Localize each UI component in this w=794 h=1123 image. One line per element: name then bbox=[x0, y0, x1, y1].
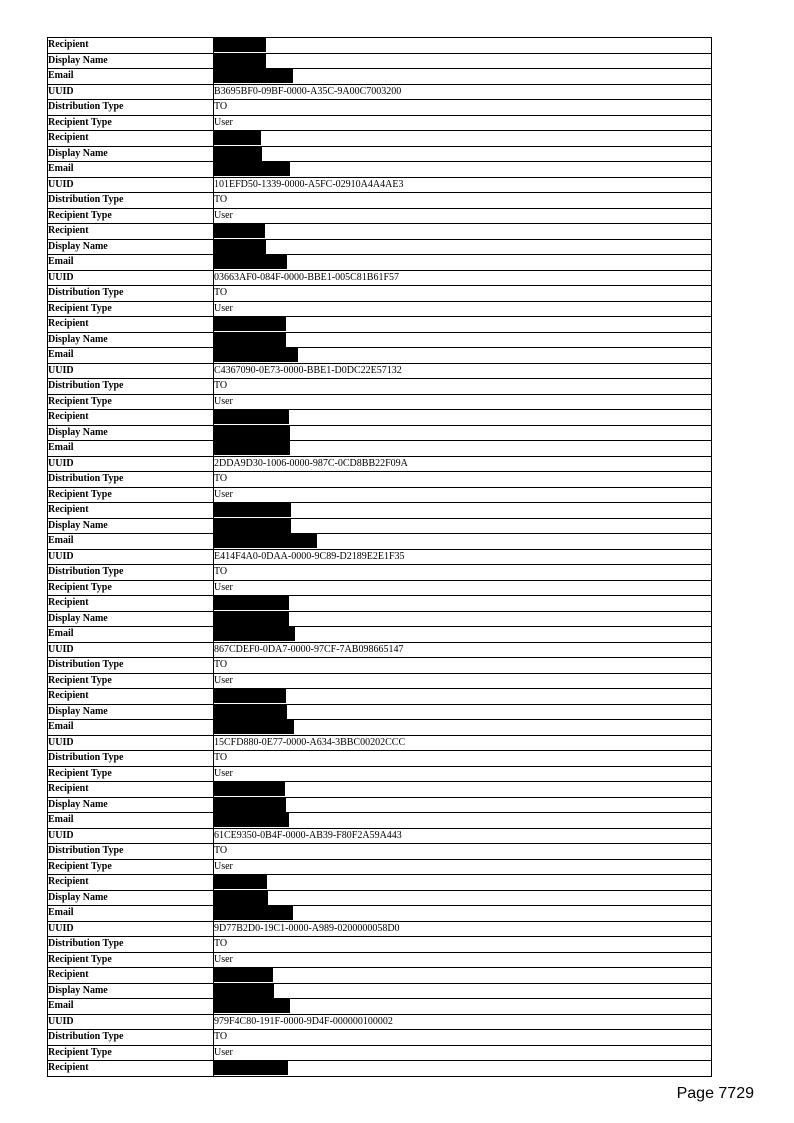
display-name-row-label: Display Name bbox=[48, 611, 214, 627]
redaction-bar bbox=[214, 69, 293, 83]
recipient-row bbox=[48, 224, 712, 240]
email-row bbox=[48, 720, 712, 736]
recipient-type-row-value: User bbox=[214, 487, 712, 503]
recipient-row-label: Recipient bbox=[48, 317, 214, 333]
redaction-bar bbox=[214, 705, 287, 719]
uuid-row-label: UUID bbox=[48, 1014, 214, 1030]
recipient-row-label: Recipient bbox=[48, 1061, 214, 1077]
recipient-row-label: Recipient bbox=[48, 596, 214, 612]
recipient-type-row-value: User bbox=[214, 1045, 712, 1061]
redaction-bar bbox=[214, 689, 286, 703]
redaction-bar bbox=[214, 333, 286, 347]
display-name-row-label: Display Name bbox=[48, 239, 214, 255]
display-name-row-value bbox=[214, 146, 712, 162]
distribution-type-row-value: TO bbox=[214, 193, 712, 209]
display-name-row-label: Display Name bbox=[48, 53, 214, 69]
uuid-row bbox=[48, 549, 712, 565]
recipient-row bbox=[48, 968, 712, 984]
distribution-type-row-value: TO bbox=[214, 100, 712, 116]
redaction-bar bbox=[214, 224, 265, 238]
uuid-row bbox=[48, 828, 712, 844]
recipient-type-row bbox=[48, 766, 712, 782]
redaction-bar bbox=[214, 798, 286, 812]
redaction-bar bbox=[214, 255, 287, 269]
recipient-row-label: Recipient bbox=[48, 410, 214, 426]
email-row bbox=[48, 627, 712, 643]
email-row bbox=[48, 69, 712, 85]
display-name-row-label: Display Name bbox=[48, 146, 214, 162]
email-row-label: Email bbox=[48, 69, 214, 85]
recipient-row-label: Recipient bbox=[48, 131, 214, 147]
distribution-type-row bbox=[48, 937, 712, 953]
display-name-row bbox=[48, 797, 712, 813]
redaction-bar bbox=[214, 503, 291, 517]
recipient-row-value bbox=[214, 689, 712, 705]
display-name-row bbox=[48, 425, 712, 441]
uuid-row-value: 03663AF0-084F-0000-BBE1-005C81B61F57 bbox=[214, 270, 712, 286]
display-name-row bbox=[48, 53, 712, 69]
uuid-row bbox=[48, 363, 712, 379]
uuid-row-label: UUID bbox=[48, 921, 214, 937]
email-row bbox=[48, 348, 712, 364]
uuid-row bbox=[48, 84, 712, 100]
recipient-row bbox=[48, 503, 712, 519]
distribution-type-row-label: Distribution Type bbox=[48, 937, 214, 953]
redaction-bar bbox=[214, 426, 290, 440]
redaction-bar bbox=[214, 348, 298, 362]
redaction-bar bbox=[214, 534, 317, 548]
display-name-row-label: Display Name bbox=[48, 332, 214, 348]
redaction-bar bbox=[214, 441, 290, 455]
recipient-row bbox=[48, 782, 712, 798]
display-name-row-value bbox=[214, 53, 712, 69]
recipient-row-value bbox=[214, 410, 712, 426]
display-name-row-label: Display Name bbox=[48, 797, 214, 813]
email-row bbox=[48, 441, 712, 457]
redaction-bar bbox=[214, 813, 289, 827]
redaction-bar bbox=[214, 54, 266, 68]
display-name-row bbox=[48, 146, 712, 162]
email-row-label: Email bbox=[48, 906, 214, 922]
email-row bbox=[48, 255, 712, 271]
recipient-type-row bbox=[48, 115, 712, 131]
email-row bbox=[48, 999, 712, 1015]
uuid-row-label: UUID bbox=[48, 177, 214, 193]
recipient-row-label: Recipient bbox=[48, 968, 214, 984]
uuid-row-label: UUID bbox=[48, 828, 214, 844]
recipient-type-row bbox=[48, 394, 712, 410]
distribution-type-row-value: TO bbox=[214, 565, 712, 581]
distribution-type-row-label: Distribution Type bbox=[48, 100, 214, 116]
recipient-row-label: Recipient bbox=[48, 224, 214, 240]
recipient-row-label: Recipient bbox=[48, 38, 214, 54]
recipient-type-row bbox=[48, 859, 712, 875]
uuid-row-value: E414F4A0-0DAA-0000-9C89-D2189E2E1F35 bbox=[214, 549, 712, 565]
recipient-type-row-label: Recipient Type bbox=[48, 394, 214, 410]
recipient-type-row bbox=[48, 673, 712, 689]
email-row-label: Email bbox=[48, 255, 214, 271]
distribution-type-row-value: TO bbox=[214, 937, 712, 953]
recipient-row bbox=[48, 875, 712, 891]
email-row-value bbox=[214, 255, 712, 271]
recipient-type-row-label: Recipient Type bbox=[48, 1045, 214, 1061]
display-name-row-value bbox=[214, 518, 712, 534]
email-row-label: Email bbox=[48, 534, 214, 550]
uuid-row-value: 2DDA9D30-1006-0000-987C-0CD8BB22F09A bbox=[214, 456, 712, 472]
display-name-row bbox=[48, 890, 712, 906]
uuid-row-value: 9D77B2D0-19C1-0000-A989-0200000058D0 bbox=[214, 921, 712, 937]
recipient-row bbox=[48, 131, 712, 147]
distribution-type-row-value: TO bbox=[214, 1030, 712, 1046]
uuid-row-value: B3695BF0-09BF-0000-A35C-9A00C7003200 bbox=[214, 84, 712, 100]
recipient-type-row bbox=[48, 1045, 712, 1061]
recipient-type-row-value: User bbox=[214, 952, 712, 968]
distribution-type-row-label: Distribution Type bbox=[48, 844, 214, 860]
email-row-value bbox=[214, 348, 712, 364]
recipient-type-row-value: User bbox=[214, 394, 712, 410]
redaction-bar bbox=[214, 410, 289, 424]
display-name-row bbox=[48, 239, 712, 255]
distribution-type-row bbox=[48, 844, 712, 860]
redaction-bar bbox=[214, 891, 268, 905]
uuid-row-label: UUID bbox=[48, 270, 214, 286]
recipient-type-row-value: User bbox=[214, 115, 712, 131]
distribution-type-row bbox=[48, 1030, 712, 1046]
distribution-type-row-label: Distribution Type bbox=[48, 565, 214, 581]
recipient-row-value bbox=[214, 503, 712, 519]
uuid-row bbox=[48, 921, 712, 937]
redaction-bar bbox=[214, 612, 289, 626]
recipient-type-row-label: Recipient Type bbox=[48, 301, 214, 317]
distribution-type-row bbox=[48, 565, 712, 581]
redaction-bar bbox=[214, 984, 274, 998]
redaction-bar bbox=[214, 131, 261, 145]
recipient-type-row-value: User bbox=[214, 859, 712, 875]
distribution-type-row-label: Distribution Type bbox=[48, 379, 214, 395]
display-name-row-label: Display Name bbox=[48, 518, 214, 534]
display-name-row bbox=[48, 704, 712, 720]
display-name-row-value bbox=[214, 983, 712, 999]
redaction-bar bbox=[214, 782, 285, 796]
uuid-row-label: UUID bbox=[48, 456, 214, 472]
uuid-row-label: UUID bbox=[48, 735, 214, 751]
recipient-row bbox=[48, 38, 712, 54]
recipient-type-row bbox=[48, 952, 712, 968]
recipient-row-label: Recipient bbox=[48, 689, 214, 705]
uuid-row-label: UUID bbox=[48, 84, 214, 100]
display-name-row bbox=[48, 518, 712, 534]
email-row-label: Email bbox=[48, 348, 214, 364]
recipient-type-row bbox=[48, 580, 712, 596]
email-row-value bbox=[214, 627, 712, 643]
recipient-row-value bbox=[214, 1061, 712, 1077]
recipient-type-row-label: Recipient Type bbox=[48, 673, 214, 689]
recipient-type-row bbox=[48, 301, 712, 317]
email-row-value bbox=[214, 69, 712, 85]
recipient-row-value bbox=[214, 38, 712, 54]
display-name-row-value bbox=[214, 332, 712, 348]
email-row bbox=[48, 162, 712, 178]
uuid-row bbox=[48, 642, 712, 658]
email-row-value bbox=[214, 534, 712, 550]
uuid-row-value: C4367090-0E73-0000-BBE1-D0DC22E57132 bbox=[214, 363, 712, 379]
distribution-type-row bbox=[48, 286, 712, 302]
recipient-type-row-label: Recipient Type bbox=[48, 115, 214, 131]
redaction-bar bbox=[214, 906, 293, 920]
recipient-row-value bbox=[214, 782, 712, 798]
recipient-row-value bbox=[214, 224, 712, 240]
recipient-type-row bbox=[48, 208, 712, 224]
recipient-type-row-label: Recipient Type bbox=[48, 859, 214, 875]
email-row-value bbox=[214, 441, 712, 457]
display-name-row-value bbox=[214, 239, 712, 255]
redaction-bar bbox=[214, 317, 286, 331]
recipient-type-row-value: User bbox=[214, 673, 712, 689]
display-name-row-value bbox=[214, 704, 712, 720]
recipient-row-value bbox=[214, 131, 712, 147]
recipient-row bbox=[48, 689, 712, 705]
redaction-bar bbox=[214, 720, 294, 734]
uuid-row bbox=[48, 456, 712, 472]
recipient-row-label: Recipient bbox=[48, 503, 214, 519]
distribution-type-row-label: Distribution Type bbox=[48, 751, 214, 767]
distribution-type-row-label: Distribution Type bbox=[48, 1030, 214, 1046]
distribution-type-row-label: Distribution Type bbox=[48, 472, 214, 488]
recipient-type-row-value: User bbox=[214, 208, 712, 224]
uuid-row-value: 61CE9350-0B4F-0000-AB39-F80F2A59A443 bbox=[214, 828, 712, 844]
display-name-row-label: Display Name bbox=[48, 983, 214, 999]
recipient-table-body bbox=[48, 38, 712, 1077]
email-row-label: Email bbox=[48, 720, 214, 736]
recipient-type-row-value: User bbox=[214, 580, 712, 596]
recipient-type-row-label: Recipient Type bbox=[48, 580, 214, 596]
uuid-row bbox=[48, 1014, 712, 1030]
recipient-row-value bbox=[214, 968, 712, 984]
display-name-row-label: Display Name bbox=[48, 890, 214, 906]
display-name-row-value bbox=[214, 890, 712, 906]
distribution-type-row bbox=[48, 100, 712, 116]
distribution-type-row-value: TO bbox=[214, 658, 712, 674]
email-row-label: Email bbox=[48, 441, 214, 457]
uuid-row bbox=[48, 270, 712, 286]
distribution-type-row bbox=[48, 472, 712, 488]
distribution-type-row bbox=[48, 379, 712, 395]
uuid-row-label: UUID bbox=[48, 363, 214, 379]
recipient-type-row-label: Recipient Type bbox=[48, 766, 214, 782]
page-number: Page 7729 bbox=[676, 1085, 754, 1102]
redaction-bar bbox=[214, 999, 290, 1013]
distribution-type-row-label: Distribution Type bbox=[48, 286, 214, 302]
redaction-bar bbox=[214, 1061, 288, 1075]
redaction-bar bbox=[214, 875, 267, 889]
display-name-row-value bbox=[214, 611, 712, 627]
uuid-row-value: 867CDEF0-0DA7-0000-97CF-7AB098665147 bbox=[214, 642, 712, 658]
display-name-row-label: Display Name bbox=[48, 425, 214, 441]
redaction-bar bbox=[214, 147, 262, 161]
email-row-label: Email bbox=[48, 999, 214, 1015]
distribution-type-row-label: Distribution Type bbox=[48, 658, 214, 674]
redaction-bar bbox=[214, 240, 266, 254]
distribution-type-row-label: Distribution Type bbox=[48, 193, 214, 209]
recipient-type-row-label: Recipient Type bbox=[48, 952, 214, 968]
recipient-type-row-label: Recipient Type bbox=[48, 208, 214, 224]
email-row bbox=[48, 906, 712, 922]
recipient-row bbox=[48, 410, 712, 426]
redaction-bar bbox=[214, 38, 266, 52]
redaction-bar bbox=[214, 519, 291, 533]
email-row-label: Email bbox=[48, 813, 214, 829]
uuid-row bbox=[48, 177, 712, 193]
uuid-row-value: 979F4C80-191F-0000-9D4F-000000100002 bbox=[214, 1014, 712, 1030]
recipient-type-row-value: User bbox=[214, 766, 712, 782]
recipient-type-row-value: User bbox=[214, 301, 712, 317]
email-row bbox=[48, 813, 712, 829]
recipient-row-label: Recipient bbox=[48, 782, 214, 798]
email-row-value bbox=[214, 813, 712, 829]
uuid-row-label: UUID bbox=[48, 642, 214, 658]
email-row bbox=[48, 534, 712, 550]
distribution-type-row bbox=[48, 193, 712, 209]
redaction-bar bbox=[214, 162, 290, 176]
recipient-row-value bbox=[214, 317, 712, 333]
recipient-row-label: Recipient bbox=[48, 875, 214, 891]
distribution-type-row-value: TO bbox=[214, 472, 712, 488]
email-row-label: Email bbox=[48, 627, 214, 643]
distribution-type-row bbox=[48, 751, 712, 767]
display-name-row bbox=[48, 332, 712, 348]
uuid-row-value: 101EFD50-1339-0000-A5FC-02910A4A4AE3 bbox=[214, 177, 712, 193]
recipient-type-row-label: Recipient Type bbox=[48, 487, 214, 503]
redaction-bar bbox=[214, 627, 295, 641]
display-name-row-value bbox=[214, 797, 712, 813]
distribution-type-row-value: TO bbox=[214, 379, 712, 395]
distribution-type-row-value: TO bbox=[214, 844, 712, 860]
email-row-value bbox=[214, 999, 712, 1015]
distribution-type-row bbox=[48, 658, 712, 674]
display-name-row-label: Display Name bbox=[48, 704, 214, 720]
email-row-label: Email bbox=[48, 162, 214, 178]
display-name-row bbox=[48, 983, 712, 999]
uuid-row bbox=[48, 735, 712, 751]
email-row-value bbox=[214, 720, 712, 736]
uuid-row-label: UUID bbox=[48, 549, 214, 565]
email-row-value bbox=[214, 906, 712, 922]
redaction-bar bbox=[214, 968, 273, 982]
recipient-row-value bbox=[214, 596, 712, 612]
display-name-row bbox=[48, 611, 712, 627]
distribution-type-row-value: TO bbox=[214, 286, 712, 302]
uuid-row-value: 15CFD880-0E77-0000-A634-3BBC00202CCC bbox=[214, 735, 712, 751]
recipient-row bbox=[48, 596, 712, 612]
display-name-row-value bbox=[214, 425, 712, 441]
recipient-table bbox=[47, 37, 712, 1077]
recipient-type-row bbox=[48, 487, 712, 503]
recipient-row-value bbox=[214, 875, 712, 891]
recipient-row bbox=[48, 1061, 712, 1077]
recipient-row bbox=[48, 317, 712, 333]
email-row-value bbox=[214, 162, 712, 178]
distribution-type-row-value: TO bbox=[214, 751, 712, 767]
redaction-bar bbox=[214, 596, 289, 610]
